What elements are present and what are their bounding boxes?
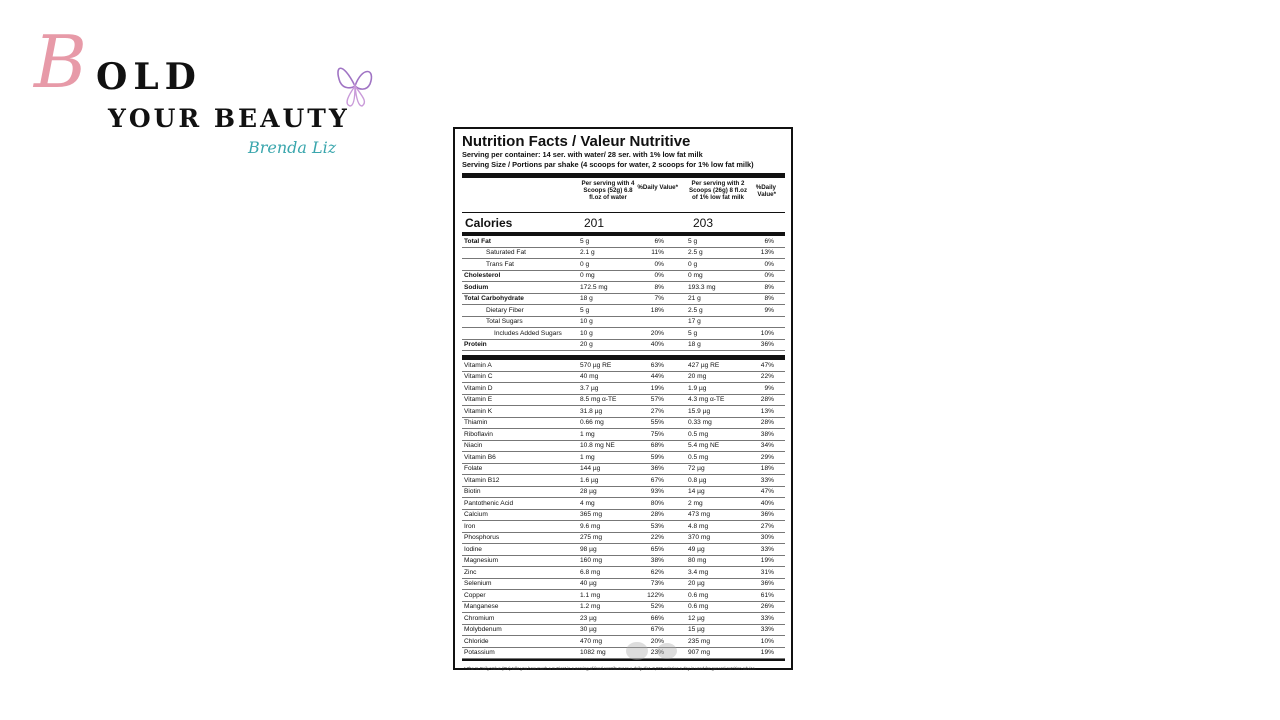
nutrient-dv2: 13% <box>760 407 774 415</box>
nutrient-amt1: 31.8 µg <box>580 407 603 415</box>
nutrient-amt1: 172.5 mg <box>580 283 608 291</box>
nutrient-name: Biotin <box>464 488 481 496</box>
nutrient-row <box>462 590 785 602</box>
nutrient-row <box>462 475 785 487</box>
nutrient-amt1: 40 µg <box>580 580 597 588</box>
nutrient-amt1: 6.8 mg <box>580 568 601 576</box>
nutrient-dv1: 57% <box>650 396 664 404</box>
nutrient-dv2: 33% <box>760 476 774 484</box>
nutrient-amt1: 275 mg <box>580 534 602 542</box>
logo-old-text: OLD <box>96 56 202 98</box>
nutrient-dv1: 53% <box>650 522 664 530</box>
nutrient-amt1: 3.7 µg <box>580 384 599 392</box>
nutrient-dv2: 19% <box>760 557 774 565</box>
header-milk: Per serving with 2 Scoops (26g) 8 fl.oz of 1% low fat milk <box>688 180 748 201</box>
nutrient-name: Zinc <box>464 568 477 576</box>
nutrient-amt2: 14 µg <box>688 488 705 496</box>
nutrient-row <box>462 305 785 317</box>
nutrient-row <box>462 567 785 579</box>
nutrient-dv1: 65% <box>650 545 664 553</box>
nutrient-amt2: 4.3 mg α-TE <box>688 396 725 404</box>
nutrient-list <box>462 236 785 351</box>
nutrient-row <box>462 579 785 591</box>
nutrient-amt1: 18 g <box>580 295 593 303</box>
nutrient-dv2: 47% <box>760 361 774 369</box>
nutrient-dv1: 55% <box>650 419 664 427</box>
nutrient-amt2: 17 g <box>688 318 701 326</box>
nutrient-amt2: 2 mg <box>688 499 703 507</box>
nutrient-dv2: 10% <box>760 329 774 337</box>
nutrient-dv2: 9% <box>764 306 774 314</box>
nutrient-amt1: 0.66 mg <box>580 419 604 427</box>
calories-milk: 203 <box>693 215 714 230</box>
nutrient-dv1: 23% <box>650 649 664 657</box>
nutrient-amt2: 0.5 mg <box>688 430 709 438</box>
nutrient-dv1: 11% <box>651 249 664 257</box>
vitamin-list <box>462 360 785 659</box>
nutrient-amt2: 80 mg <box>688 557 707 565</box>
nutrient-amt1: 2.1 g <box>580 249 595 257</box>
nutrient-dv2: 28% <box>760 419 774 427</box>
nutrient-dv2: 47% <box>760 488 774 496</box>
nutrient-amt1: 1 mg <box>580 453 595 461</box>
nutrient-dv2: 34% <box>760 442 774 450</box>
nutrient-name: Molybdenum <box>464 626 502 634</box>
serving-per-container: Serving per container: 14 ser. with water/ 28 ser. with 1% low fat milk <box>462 150 703 159</box>
nutrient-name: Vitamin A <box>464 361 492 369</box>
nutrient-dv2: 61% <box>760 591 774 599</box>
nutrient-amt2: 12 µg <box>688 614 705 622</box>
nutrient-amt1: 10 g <box>580 329 593 337</box>
nutrient-amt2: 0 mg <box>688 272 703 280</box>
nutrient-dv1: 68% <box>650 442 664 450</box>
nutrient-name: Folate <box>464 465 483 473</box>
nutrient-name: Vitamin K <box>464 407 493 415</box>
nutrient-dv1: 122% <box>647 591 664 599</box>
nutrient-amt2: 0.6 mg <box>688 591 709 599</box>
nutrient-name: Includes Added Sugars <box>494 329 562 337</box>
smudge <box>626 642 648 660</box>
nutrient-name: Total Sugars <box>486 318 523 326</box>
nutrient-amt2: 5.4 mg NE <box>688 442 720 450</box>
nutrient-amt2: 0.33 mg <box>688 419 712 427</box>
nutrient-amt2: 21 g <box>688 295 701 303</box>
nutrient-row <box>462 464 785 476</box>
nutrient-name: Phosphorus <box>464 534 500 542</box>
footnote: * The % Daily Value (DV) tells you how much a nutrient in a serving of food contributes to a daily diet. 2,000 calories a day is used for general nutrition advice. <box>462 659 785 671</box>
nutrient-dv2: 38% <box>760 430 774 438</box>
nutrient-name: Iron <box>464 522 476 530</box>
nutrient-row <box>462 452 785 464</box>
column-headers <box>462 178 785 213</box>
nutrient-dv1: 66% <box>650 614 664 622</box>
nutrient-dv1: 80% <box>650 499 664 507</box>
nutrient-row <box>462 271 785 283</box>
nutrient-dv1: 44% <box>650 373 664 381</box>
nutrient-row <box>462 418 785 430</box>
nutrient-dv1: 75% <box>650 430 664 438</box>
nutrient-name: Manganese <box>464 603 499 611</box>
nutrient-dv1: 20% <box>650 329 664 337</box>
nutrient-name: Chromium <box>464 614 495 622</box>
nutrient-row <box>462 613 785 625</box>
nutrient-dv2: 19% <box>760 649 774 657</box>
nutrient-dv1: 63% <box>650 361 664 369</box>
nutrient-amt1: 144 µg <box>580 465 601 473</box>
nutrient-amt1: 23 µg <box>580 614 597 622</box>
nutrient-name: Selenium <box>464 580 492 588</box>
nutrient-row <box>462 510 785 522</box>
nutrient-name: Vitamin D <box>464 384 493 392</box>
nutrient-amt1: 0 mg <box>580 272 595 280</box>
nutrient-dv2: 33% <box>760 614 774 622</box>
nutrient-row <box>462 372 785 384</box>
nutrient-dv2: 33% <box>760 626 774 634</box>
nutrient-dv1: 67% <box>650 626 664 634</box>
nutrient-name: Riboflavin <box>464 430 493 438</box>
nutrient-row <box>462 556 785 568</box>
nutrient-name: Thiamin <box>464 419 488 427</box>
nutrient-name: Total Carbohydrate <box>464 295 524 303</box>
nutrient-dv1: 18% <box>650 306 664 314</box>
nutrient-amt1: 8.5 mg α-TE <box>580 396 617 404</box>
nutrient-amt2: 4.8 mg <box>688 522 709 530</box>
nutrient-dv2: 0% <box>764 272 774 280</box>
nutrient-amt1: 160 mg <box>580 557 602 565</box>
nutrient-amt1: 28 µg <box>580 488 597 496</box>
nutrient-dv1: 8% <box>654 283 664 291</box>
nutrient-row <box>462 602 785 614</box>
nutrient-dv1: 0% <box>654 272 664 280</box>
nutrient-amt2: 15 µg <box>688 626 705 634</box>
nutrient-dv2: 9% <box>764 384 774 392</box>
nutrient-amt2: 20 µg <box>688 580 705 588</box>
smudge <box>657 643 677 659</box>
nutrient-dv2: 10% <box>760 637 774 645</box>
nutrient-amt1: 5 g <box>580 306 590 314</box>
nutrient-row <box>462 294 785 306</box>
nutrient-dv2: 13% <box>760 249 774 257</box>
nutrient-name: Sodium <box>464 283 489 291</box>
nutrient-name: Total Fat <box>464 237 491 245</box>
label-title: Nutrition Facts / Valeur Nutritive <box>462 133 691 150</box>
nutrient-dv1: 59% <box>650 453 664 461</box>
nutrient-dv1: 27% <box>650 407 664 415</box>
nutrient-row <box>462 236 785 248</box>
nutrient-name: Trans Fat <box>486 260 514 268</box>
nutrient-amt2: 49 µg <box>688 545 705 553</box>
nutrient-amt2: 0.6 mg <box>688 603 709 611</box>
nutrient-amt2: 907 mg <box>688 649 710 657</box>
nutrient-amt2: 2.5 g <box>688 249 703 257</box>
nutrient-row <box>462 328 785 340</box>
nutrient-amt1: 470 mg <box>580 637 602 645</box>
brand-logo <box>14 20 394 166</box>
nutrient-amt2: 1.9 µg <box>688 384 707 392</box>
nutrient-dv1: 40% <box>650 341 664 349</box>
nutrient-amt2: 5 g <box>688 237 698 245</box>
nutrient-row <box>462 636 785 648</box>
nutrient-name: Saturated Fat <box>486 249 526 257</box>
nutrient-dv2: 33% <box>760 545 774 553</box>
nutrient-amt1: 0 g <box>580 260 590 268</box>
nutrient-name: Vitamin E <box>464 396 493 404</box>
nutrient-name: Dietary Fiber <box>486 306 524 314</box>
nutrient-row <box>462 248 785 260</box>
nutrient-name: Iodine <box>464 545 482 553</box>
logo-signature: Brenda Liz <box>248 138 337 157</box>
nutrient-name: Cholesterol <box>464 272 501 280</box>
nutrient-dv1: 36% <box>650 465 664 473</box>
nutrient-name: Pantothenic Acid <box>464 499 514 507</box>
nutrient-amt1: 10.8 mg NE <box>580 442 615 450</box>
nutrient-row <box>462 487 785 499</box>
calories-label: Calories <box>465 215 513 230</box>
nutrient-row <box>462 282 785 294</box>
nutrient-dv2: 36% <box>760 580 774 588</box>
nutrient-row <box>462 259 785 271</box>
nutrient-dv1: 93% <box>650 488 664 496</box>
nutrient-dv2: 8% <box>764 295 774 303</box>
nutrient-name: Vitamin C <box>464 373 493 381</box>
nutrient-amt2: 72 µg <box>688 465 705 473</box>
serving-size: Serving Size / Portions par shake (4 scoops for water, 2 scoops for 1% low fat milk) <box>462 160 754 169</box>
nutrient-dv2: 27% <box>760 522 774 530</box>
nutrient-amt2: 0.5 mg <box>688 453 709 461</box>
nutrient-amt2: 5 g <box>688 329 698 337</box>
nutrient-dv2: 30% <box>760 534 774 542</box>
nutrient-row <box>462 625 785 637</box>
nutrient-amt1: 30 µg <box>580 626 597 634</box>
nutrient-dv1: 19% <box>650 384 664 392</box>
nutrient-dv1: 52% <box>650 603 664 611</box>
nutrient-row <box>462 648 785 660</box>
nutrient-name: Potassium <box>464 649 495 657</box>
nutrient-amt1: 1082 mg <box>580 649 606 657</box>
nutrient-dv2: 40% <box>760 499 774 507</box>
nutrient-amt1: 4 mg <box>580 499 595 507</box>
nutrient-amt2: 370 mg <box>688 534 710 542</box>
nutrient-row <box>462 383 785 395</box>
nutrient-name: Vitamin B6 <box>464 453 496 461</box>
nutrient-dv1: 73% <box>650 580 664 588</box>
nutrient-name: Niacin <box>464 442 483 450</box>
nutrient-amt1: 20 g <box>580 341 593 349</box>
nutrient-dv2: 18% <box>760 465 774 473</box>
nutrient-row <box>462 498 785 510</box>
nutrient-dv1: 38% <box>650 557 664 565</box>
nutrient-amt2: 193.3 mg <box>688 283 716 291</box>
nutrient-dv2: 29% <box>760 453 774 461</box>
butterfly-icon <box>332 56 378 108</box>
nutrient-dv2: 28% <box>760 396 774 404</box>
nutrient-amt1: 9.6 mg <box>580 522 601 530</box>
nutrient-name: Chloride <box>464 637 489 645</box>
nutrient-amt1: 1.1 mg <box>580 591 601 599</box>
nutrient-row <box>462 544 785 556</box>
nutrient-dv1: 67% <box>650 476 664 484</box>
nutrient-row <box>462 340 785 352</box>
calories-row <box>462 213 785 233</box>
nutrient-name: Copper <box>464 591 486 599</box>
nutrient-row <box>462 317 785 329</box>
nutrient-amt2: 0 g <box>688 260 698 268</box>
nutrient-amt1: 98 µg <box>580 545 597 553</box>
nutrient-amt1: 570 µg RE <box>580 361 612 369</box>
nutrient-amt2: 20 mg <box>688 373 707 381</box>
nutrient-amt1: 1.2 mg <box>580 603 601 611</box>
logo-your-beauty-text: YOUR BEAUTY <box>108 104 350 133</box>
nutrient-amt2: 15.9 µg <box>688 407 711 415</box>
nutrient-amt2: 427 µg RE <box>688 361 720 369</box>
nutrient-name: Magnesium <box>464 557 499 565</box>
logo-b-letter: B <box>34 20 87 104</box>
nutrition-facts-label <box>453 127 793 670</box>
nutrient-row <box>462 406 785 418</box>
nutrient-amt2: 473 mg <box>688 511 710 519</box>
nutrient-dv2: 36% <box>760 341 774 349</box>
nutrient-row <box>462 533 785 545</box>
nutrient-dv2: 22% <box>760 373 774 381</box>
nutrient-dv2: 36% <box>760 511 774 519</box>
nutrient-dv1: 28% <box>650 511 664 519</box>
nutrient-amt1: 1.6 µg <box>580 476 599 484</box>
nutrient-row <box>462 521 785 533</box>
nutrient-amt1: 10 g <box>580 318 593 326</box>
nutrient-row <box>462 360 785 372</box>
nutrient-dv2: 0% <box>764 260 774 268</box>
nutrient-dv1: 20% <box>650 637 664 645</box>
nutrient-name: Calcium <box>464 511 488 519</box>
nutrient-row <box>462 395 785 407</box>
nutrient-amt1: 40 mg <box>580 373 599 381</box>
calories-water: 201 <box>584 215 605 230</box>
nutrient-dv1: 22% <box>650 534 664 542</box>
nutrient-dv2: 26% <box>760 603 774 611</box>
nutrient-amt2: 18 g <box>688 341 701 349</box>
nutrient-amt2: 2.5 g <box>688 306 703 314</box>
nutrient-name: Vitamin B12 <box>464 476 500 484</box>
nutrient-dv1: 62% <box>650 568 664 576</box>
header-water: Per serving with 4 Scoops (52g) 6.8 fl.oz of water <box>581 180 635 201</box>
header-dv-milk: %Daily Value* <box>755 184 776 198</box>
nutrient-amt1: 1 mg <box>580 430 595 438</box>
nutrient-dv2: 31% <box>760 568 774 576</box>
nutrient-amt1: 5 g <box>580 237 590 245</box>
nutrient-name: Protein <box>464 341 487 349</box>
nutrient-dv2: 6% <box>764 237 774 245</box>
nutrient-row <box>462 429 785 441</box>
nutrient-dv1: 7% <box>654 295 664 303</box>
nutrient-dv1: 6% <box>654 237 664 245</box>
nutrient-row <box>462 441 785 453</box>
nutrient-amt2: 3.4 mg <box>688 568 709 576</box>
nutrient-amt1: 365 mg <box>580 511 602 519</box>
header-dv-water: %Daily Value* <box>637 184 678 191</box>
nutrient-dv1: 0% <box>654 260 664 268</box>
nutrient-dv2: 8% <box>764 283 774 291</box>
nutrient-amt2: 235 mg <box>688 637 710 645</box>
nutrient-amt2: 0.8 µg <box>688 476 707 484</box>
